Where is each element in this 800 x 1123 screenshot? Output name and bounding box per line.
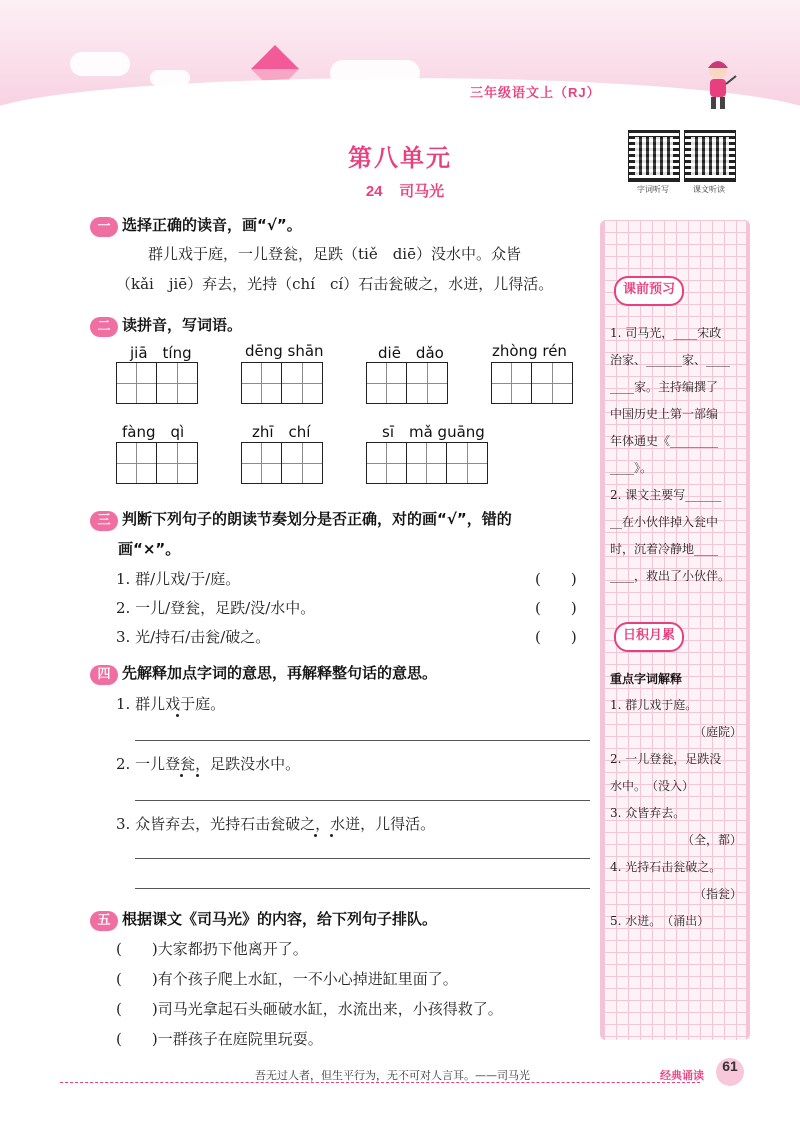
section-heading-text: 先解释加点字词的意思，再解释整句话的意思。 bbox=[122, 664, 438, 682]
s5-item-1: ( )大家都扔下他离开了。 bbox=[116, 940, 308, 958]
s3-item-2: 2. 一儿/登瓮，足跌/没/水中。 bbox=[116, 599, 316, 617]
section-number-badge: 四 bbox=[90, 665, 118, 685]
qr-code-listening[interactable] bbox=[684, 130, 736, 182]
pinyin-diedao: diē dǎo bbox=[378, 344, 444, 362]
emphasis-dot bbox=[180, 774, 183, 777]
lesson-number: 24 bbox=[365, 183, 383, 200]
page-header bbox=[0, 0, 800, 118]
footer-divider bbox=[60, 1082, 700, 1083]
unit-title: 第八单元 bbox=[348, 145, 452, 172]
s5-item-2: ( )有个孩子爬上水缸，一不小心掉进缸里面了。 bbox=[116, 970, 458, 988]
emphasis-dot bbox=[196, 774, 199, 777]
s5-item-4: ( )一群孩子在庭院里玩耍。 bbox=[116, 1030, 323, 1048]
classic-reading-label: 经典诵读 bbox=[660, 1069, 704, 1082]
answer-paren[interactable]: ( ) bbox=[535, 570, 577, 588]
cloud-decoration bbox=[70, 52, 130, 76]
qr-code-dictation[interactable] bbox=[628, 130, 680, 182]
preview-tag: 课前预习 bbox=[614, 276, 684, 306]
footer-quote: 吾无过人者，但生平行为，无不可对人言耳。——司马光 bbox=[255, 1069, 530, 1082]
section-number-badge: 五 bbox=[90, 911, 118, 931]
section-number-badge: 二 bbox=[90, 317, 118, 337]
pinyin-jiating: jiā tíng bbox=[130, 344, 192, 362]
section-heading-text: 判断下列句子的朗读节奏划分是否正确，对的画“√”，错的 bbox=[122, 510, 512, 528]
qr2-caption: 课文听读 bbox=[693, 185, 725, 194]
answer-line[interactable] bbox=[135, 800, 590, 801]
s4-item-3: 3. 众皆弃去，光持石击瓮破之，水迸，儿得活。 bbox=[116, 815, 436, 833]
qr1-caption: 字词听写 bbox=[637, 185, 669, 194]
section-heading-text: 读拼音，写词语。 bbox=[122, 316, 243, 334]
s1-line1: 群儿戏于庭，一儿登瓮，足跌（tiě diē）没水中。众皆 bbox=[148, 245, 521, 263]
lesson-title bbox=[340, 180, 470, 201]
pinyin-fangqi: fàng qì bbox=[122, 423, 185, 441]
answer-line[interactable] bbox=[135, 888, 590, 889]
section-1-heading bbox=[90, 214, 302, 237]
preview-text: 1. 司马光，____宋政 治家、______家、____ ____家。主持编撰了 中国历史上第一部编 年体通史《________ ____》。 2. 课文主要写______ __在小伙伴掉入瓮中 时，沉着冷静地____ ____，救出了小伙伴。 bbox=[610, 326, 731, 583]
section-number-badge: 三 bbox=[90, 511, 118, 531]
pinyin-zhongren: zhòng rén bbox=[492, 342, 567, 360]
writing-grid[interactable] bbox=[366, 442, 488, 484]
pinyin-zhichi: zhī chí bbox=[252, 423, 311, 441]
section-heading-text: 根据课文《司马光》的内容，给下列句子排队。 bbox=[122, 910, 438, 928]
emphasis-dot bbox=[330, 834, 333, 837]
grade-label: 三年级语文上（RJ） bbox=[470, 85, 601, 100]
s3-item-1: 1. 群/儿戏/于/庭。 bbox=[116, 570, 241, 588]
writing-grid[interactable] bbox=[366, 362, 448, 404]
section-number-badge: 一 bbox=[90, 217, 118, 237]
s3-item-3: 3. 光/持石/击瓮/破之。 bbox=[116, 628, 271, 646]
writing-grid[interactable] bbox=[491, 362, 573, 404]
writing-grid[interactable] bbox=[241, 442, 323, 484]
writing-grid[interactable] bbox=[241, 362, 323, 404]
answer-paren[interactable]: ( ) bbox=[535, 628, 577, 646]
section-3-heading bbox=[90, 508, 512, 531]
s5-item-3: ( )司马光拿起石头砸破水缸，水流出来，小孩得救了。 bbox=[116, 1000, 503, 1018]
girl-illustration-icon bbox=[696, 56, 738, 112]
emphasis-dot bbox=[314, 834, 317, 837]
section-5-heading bbox=[90, 908, 437, 931]
writing-grid[interactable] bbox=[116, 442, 198, 484]
accumulate-tag: 日积月累 bbox=[614, 622, 684, 652]
section-heading-text: 选择正确的读音，画“√”。 bbox=[122, 216, 302, 234]
answer-line[interactable] bbox=[135, 858, 590, 859]
answer-line[interactable] bbox=[135, 740, 590, 741]
pinyin-dengshan: dēng shān bbox=[245, 342, 324, 360]
section-4-heading bbox=[90, 662, 437, 685]
s4-item-1: 1. 群儿戏于庭。 bbox=[116, 695, 226, 713]
header-wave bbox=[0, 78, 800, 118]
key-words-list: 1. 群儿戏于庭。 （庭院） 2. 一儿登瓮，足跌没 水中。 （没入） 3. 众皆弃去。 （全，都） 4. 光持石击瓮破之。 （指瓮） 5. 水迸。 （涌出） bbox=[610, 698, 742, 928]
lesson-name: 司马光 bbox=[399, 183, 445, 200]
writing-grid[interactable] bbox=[116, 362, 198, 404]
section-3-heading-cont: 画“×”。 bbox=[118, 540, 181, 558]
s4-item-2: 2. 一儿登瓮，足跌没水中。 bbox=[116, 755, 301, 773]
key-words-title: 重点字词解释 bbox=[610, 672, 683, 686]
page-number: 61 bbox=[716, 1058, 744, 1086]
pinyin-simaguang: sī mǎ guāng bbox=[382, 423, 485, 441]
emphasis-dot bbox=[176, 714, 179, 717]
section-2-heading bbox=[90, 314, 242, 337]
s1-line2: （kǎi jiē）弃去，光持（chí cí）石击瓮破之，水迸，儿得活。 bbox=[116, 275, 554, 293]
answer-paren[interactable]: ( ) bbox=[535, 599, 577, 617]
